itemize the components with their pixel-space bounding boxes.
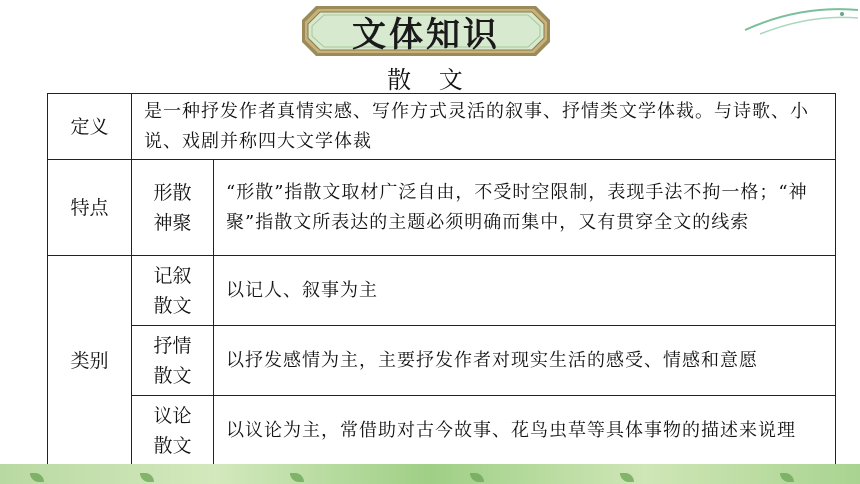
category-cell-features: 特点 bbox=[48, 160, 132, 256]
argumentative-subtype-cell bbox=[132, 396, 214, 467]
lyrical-subtype-line-1: 抒情 bbox=[153, 334, 192, 357]
table-row-features bbox=[48, 160, 836, 256]
table-row-argumentative bbox=[48, 396, 836, 467]
decorative-grass-strip bbox=[0, 464, 860, 484]
narrative-subtype-line-1: 记叙 bbox=[153, 264, 192, 287]
prose-knowledge-table bbox=[47, 93, 836, 467]
argumentative-subtype-line-1: 议论 bbox=[153, 405, 192, 427]
category-cell-types: 类别 bbox=[48, 256, 132, 467]
features-text: “形散”指散文取材广泛自由，不受时空限制，表现手法不拘一格；“神聚”指散文所表达的主题必须明确而集中，又有贯穿全文的线索 bbox=[214, 160, 836, 256]
feature-subtype-line-1: 形散 bbox=[153, 181, 192, 204]
lyrical-subtype-line-2: 散文 bbox=[153, 364, 192, 387]
narrative-subtype-cell bbox=[132, 256, 214, 326]
table-row-narrative bbox=[48, 256, 836, 326]
narrative-text: 以记人、叙事为主 bbox=[214, 256, 836, 326]
page-title: 文体知识 bbox=[352, 14, 500, 55]
category-cell-definition: 定义 bbox=[48, 94, 132, 160]
lyrical-text: 以抒发感情为主，主要抒发作者对现实生活的感受、情感和意愿 bbox=[214, 326, 836, 396]
lyrical-subtype-cell bbox=[132, 326, 214, 396]
table-row-definition bbox=[48, 94, 836, 160]
argumentative-text: 以议论为主，常借助对古今故事、花鸟虫草等具体事物的描述来说理 bbox=[214, 396, 836, 467]
decorative-swoosh bbox=[740, 0, 860, 40]
definition-text: 是一种抒发作者真情实感、写作方式灵活的叙事、抒情类文学体裁。与诗歌、小说、戏剧并称四大文学体裁 bbox=[132, 94, 836, 160]
feature-subtype-cell bbox=[132, 160, 214, 256]
argumentative-subtype-line-2: 散文 bbox=[153, 435, 192, 457]
section-subtitle: 散 文 bbox=[387, 66, 473, 94]
title-plaque bbox=[300, 4, 552, 58]
table-row-lyrical bbox=[48, 326, 836, 396]
feature-subtype-line-2: 神聚 bbox=[153, 211, 192, 234]
narrative-subtype-line-2: 散文 bbox=[153, 294, 192, 317]
